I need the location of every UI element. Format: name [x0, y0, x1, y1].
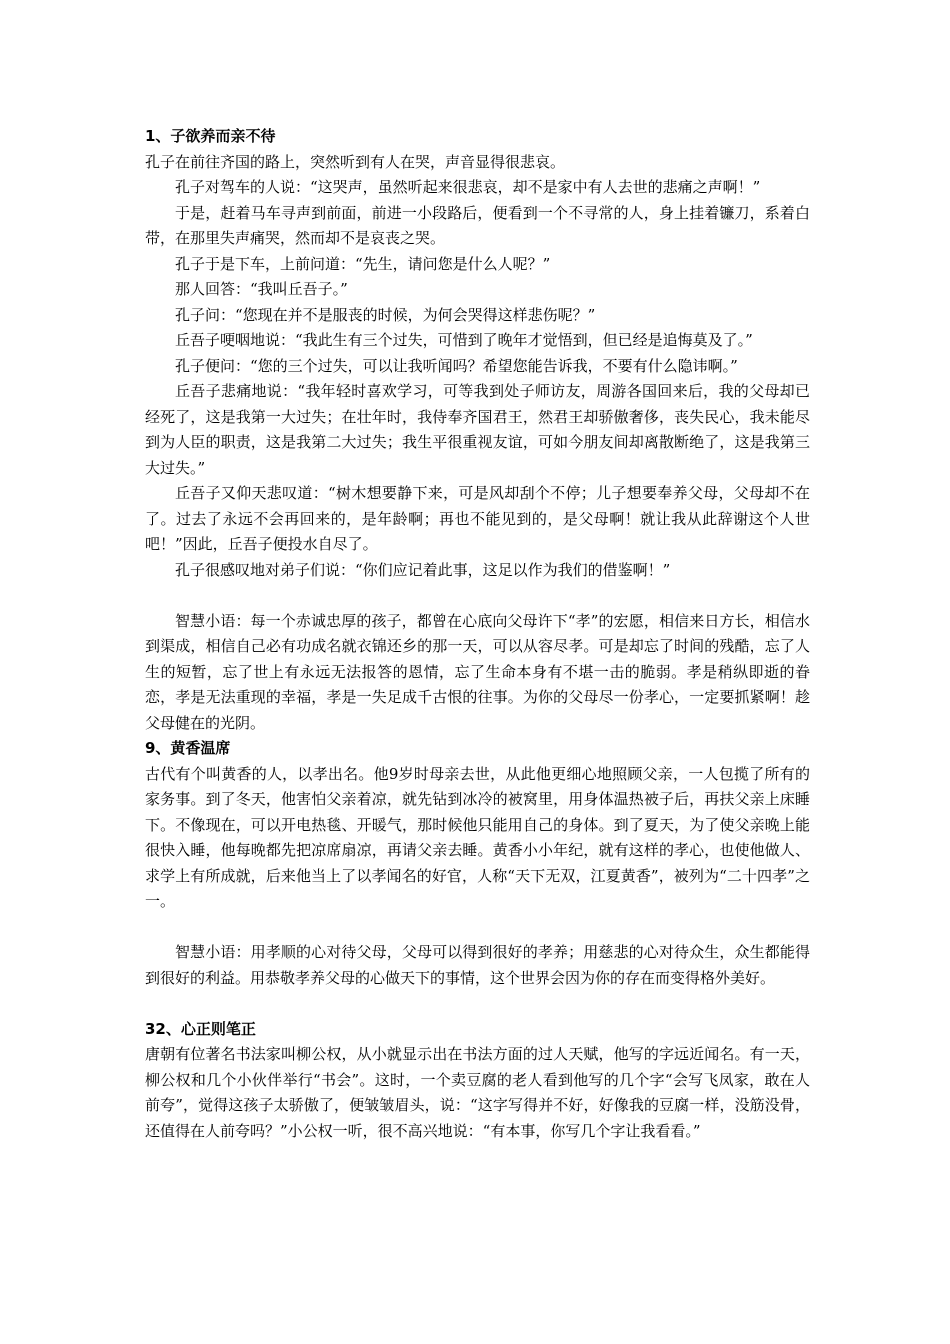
wisdom-note: 智慧小语：每一个赤诚忠厚的孩子，都曾在心底向父母许下“孝”的宏愿，相信来日方长，相信水到渠成，相信自己必有功成名就衣锦还乡的那一天，可以从容尽孝。可是却忘了时间的残酷，忘了人生的短暂，忘了世上有永远无法报答的恩情，忘了生命本身有不堪一击的脆弱。孝是稍纵即逝的眷恋，孝是无法重现的幸福，孝是一失足成千古恨的往事。为你的父母尽一份孝心，一定要抓紧啊！趁父母健在的光阴。 [145, 611, 810, 732]
paragraph: 唐朝有位著名书法家叫柳公权，从小就显示出在书法方面的过人天赋，他写的字远近闻名。有一天，柳公权和几个小伙伴举行“书会”。这时，一个卖豆腐的老人看到他写的几个字“会写飞凤家，敢在人前夸”，觉得这孩子太骄傲了，便皱皱眉头，说：“这字写得并不好，好像我的豆腐一样，没筋没骨，还值得在人前夸吗？”小公权一听，很不高兴地说：“有本事，你写几个字让我看看。” [145, 1045, 810, 1140]
paragraph: 丘吾子又仰天悲叹道：“树木想要静下来，可是风却刮个不停；儿子想要奉养父母，父母却不在了。过去了永远不会再回来的，是年龄啊；再也不能见到的，是父母啊！就让我从此辞谢这个人世吧！”因此，丘吾子便投水自尽了。 [145, 484, 810, 553]
blank-line [145, 991, 810, 1017]
paragraph: 于是，赶着马车寻声到前面，前进一小段路后，便看到一个不寻常的人，身上挂着镰刀，系着白带，在那里失声痛哭，然而却不是哀丧之哭。 [145, 203, 810, 247]
blank-line [145, 583, 810, 609]
paragraph: 古代有个叫黄香的人，以孝出名。他9岁时母亲去世，从此他更细心地照顾父亲，一人包揽了所有的家务事。到了冬天，他害怕父亲着凉，就先钻到冰冷的被窝里，用身体温热被子后，再扶父亲上床睡下。不像现在，可以开电热毯、开暖气，那时候他只能用自己的身体。到了夏天，为了使父亲晚上能很快入睡，他每晚都先把凉席扇凉，再请父亲去睡。黄香小小年纪，就有这样的孝心，也使他做人、求学上有所成就，后来他当上了以孝闻名的好官，人称“天下无双，江夏黄香”，被列为“二十四孝”之一。 [145, 764, 810, 910]
paragraph: 丘吾子悲痛地说：“我年轻时喜欢学习，可等我到处子师访友，周游各国回来后，我的父母却已经死了，这是我第一大过失；在壮年时，我侍奉齐国君王，然君王却骄傲奢侈，丧失民心，我未能尽到为人臣的职责，这是我第二大过失；我生平很重视友谊，可如今朋友间却离散断绝了，这是我第三大过失。” [145, 382, 810, 477]
blank-line [145, 915, 810, 941]
paragraph: 孔子于是下车，上前问道：“先生，请问您是什么人呢？” [175, 254, 551, 273]
paragraph: 孔子很感叹地对弟子们说：“你们应记着此事，这足以作为我们的借鉴啊！” [175, 560, 671, 579]
paragraph: 孔子在前往齐国的路上，突然听到有人在哭，声音显得很悲哀。 [145, 152, 566, 171]
paragraph: 孔子问：“您现在并不是服丧的时候，为何会哭得这样悲伤呢？” [175, 305, 596, 324]
paragraph: 丘吾子哽咽地说：“我此生有三个过失，可惜到了晚年才觉悟到，但已经是追悔莫及了。” [175, 331, 753, 349]
paragraph: 那人回答：“我叫丘吾子。” [175, 280, 348, 298]
section-heading: 1、子欲养而亲不待 [145, 127, 276, 145]
section-heading: 32、心正则笔正 [145, 1019, 256, 1038]
wisdom-note: 智慧小语：用孝顺的心对待父母，父母可以得到很好的孝养；用慈悲的心对待众生，众生都能得到很好的利益。用恭敬孝养父母的心做天下的事情，这个世界会因为你的存在而变得格外美好。 [145, 943, 810, 987]
paragraph: 孔子便问：“您的三个过失，可以让我听闻吗？希望您能告诉我，不要有什么隐讳啊。” [175, 356, 738, 375]
document-page [145, 124, 810, 1144]
section-heading: 9、黄香温席 [145, 739, 231, 757]
paragraph: 孔子对驾车的人说：“这哭声，虽然听起来很悲哀，却不是家中有人去世的悲痛之声啊！” [175, 178, 761, 196]
story-section-1 [145, 124, 810, 736]
story-section-32 [145, 1017, 810, 1145]
story-section-9 [145, 736, 810, 1017]
